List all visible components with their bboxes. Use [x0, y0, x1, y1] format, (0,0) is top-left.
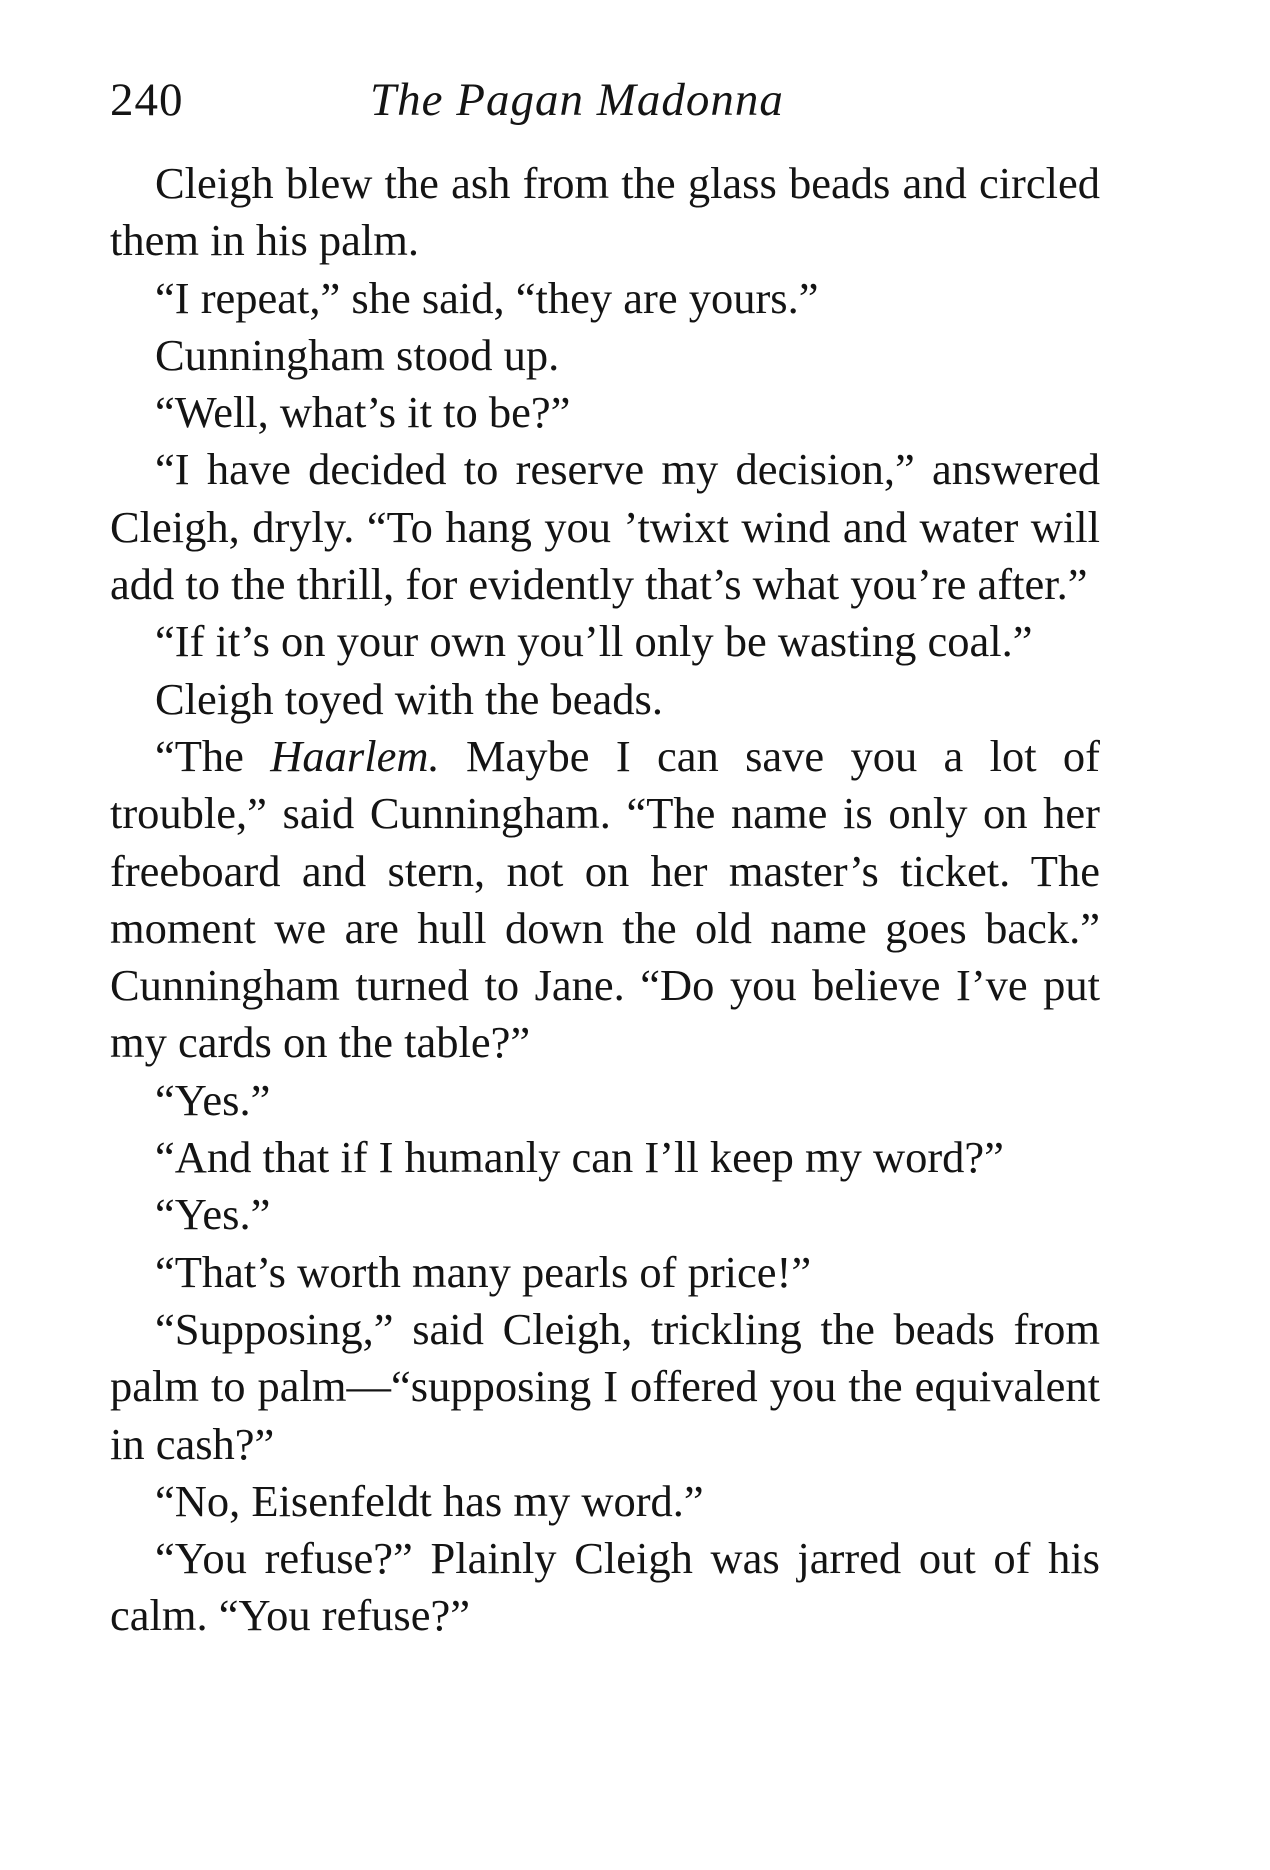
paragraph: “Yes.”: [155, 1189, 271, 1240]
paragraph: “And that if I humanly can I’ll keep my word?”: [155, 1132, 1004, 1183]
paragraph: “If it’s on your own you’ll only be wasting coal.”: [155, 616, 1033, 667]
paragraph-text: Maybe I can save you a lot of trouble,” said Cunningham. “The name is only on her freeboard and stern, not on her master’s ticket. The moment we are hull down the old name goes back.” Cunningham turned to Jane. “Do you believe I’ve put my cards on the table?”: [110, 730, 1100, 1068]
paragraph: “That’s worth many pearls of price!”: [155, 1246, 812, 1297]
body-text: [110, 155, 1100, 1645]
paragraph: “Supposing,” said Cleigh, trickling the beads from palm to palm—“supposing I offered you the equivalent in cash?”: [110, 1303, 1100, 1469]
paragraph: “I repeat,” she said, “they are yours.”: [155, 272, 819, 323]
page-header: [110, 70, 1110, 130]
paragraph: Cunningham stood up.: [155, 329, 560, 380]
paragraph: Cleigh toyed with the beads.: [155, 673, 663, 724]
page-number: 240: [110, 74, 184, 126]
paragraph-text: “The: [155, 730, 271, 781]
running-title: The Pagan Madonna: [370, 74, 784, 126]
paragraph: “I have decided to reserve my decision,” answered Cleigh, dryly. “To hang you ’twixt wind and water will add to the thrill, for evidently that’s what you’re after.”: [110, 444, 1100, 610]
paragraph: [110, 728, 1100, 1072]
ship-name-italic: Haarlem.: [270, 730, 440, 781]
paragraph: “Well, what’s it to be?”: [155, 387, 571, 438]
paragraph: “Yes.”: [155, 1074, 271, 1125]
paragraph: “You refuse?” Plainly Cleigh was jarred out of his calm. “You refuse?”: [110, 1533, 1100, 1641]
paragraph: “No, Eisenfeldt has my word.”: [155, 1475, 704, 1526]
paragraph: Cleigh blew the ash from the glass beads and circled them in his palm.: [110, 158, 1100, 266]
